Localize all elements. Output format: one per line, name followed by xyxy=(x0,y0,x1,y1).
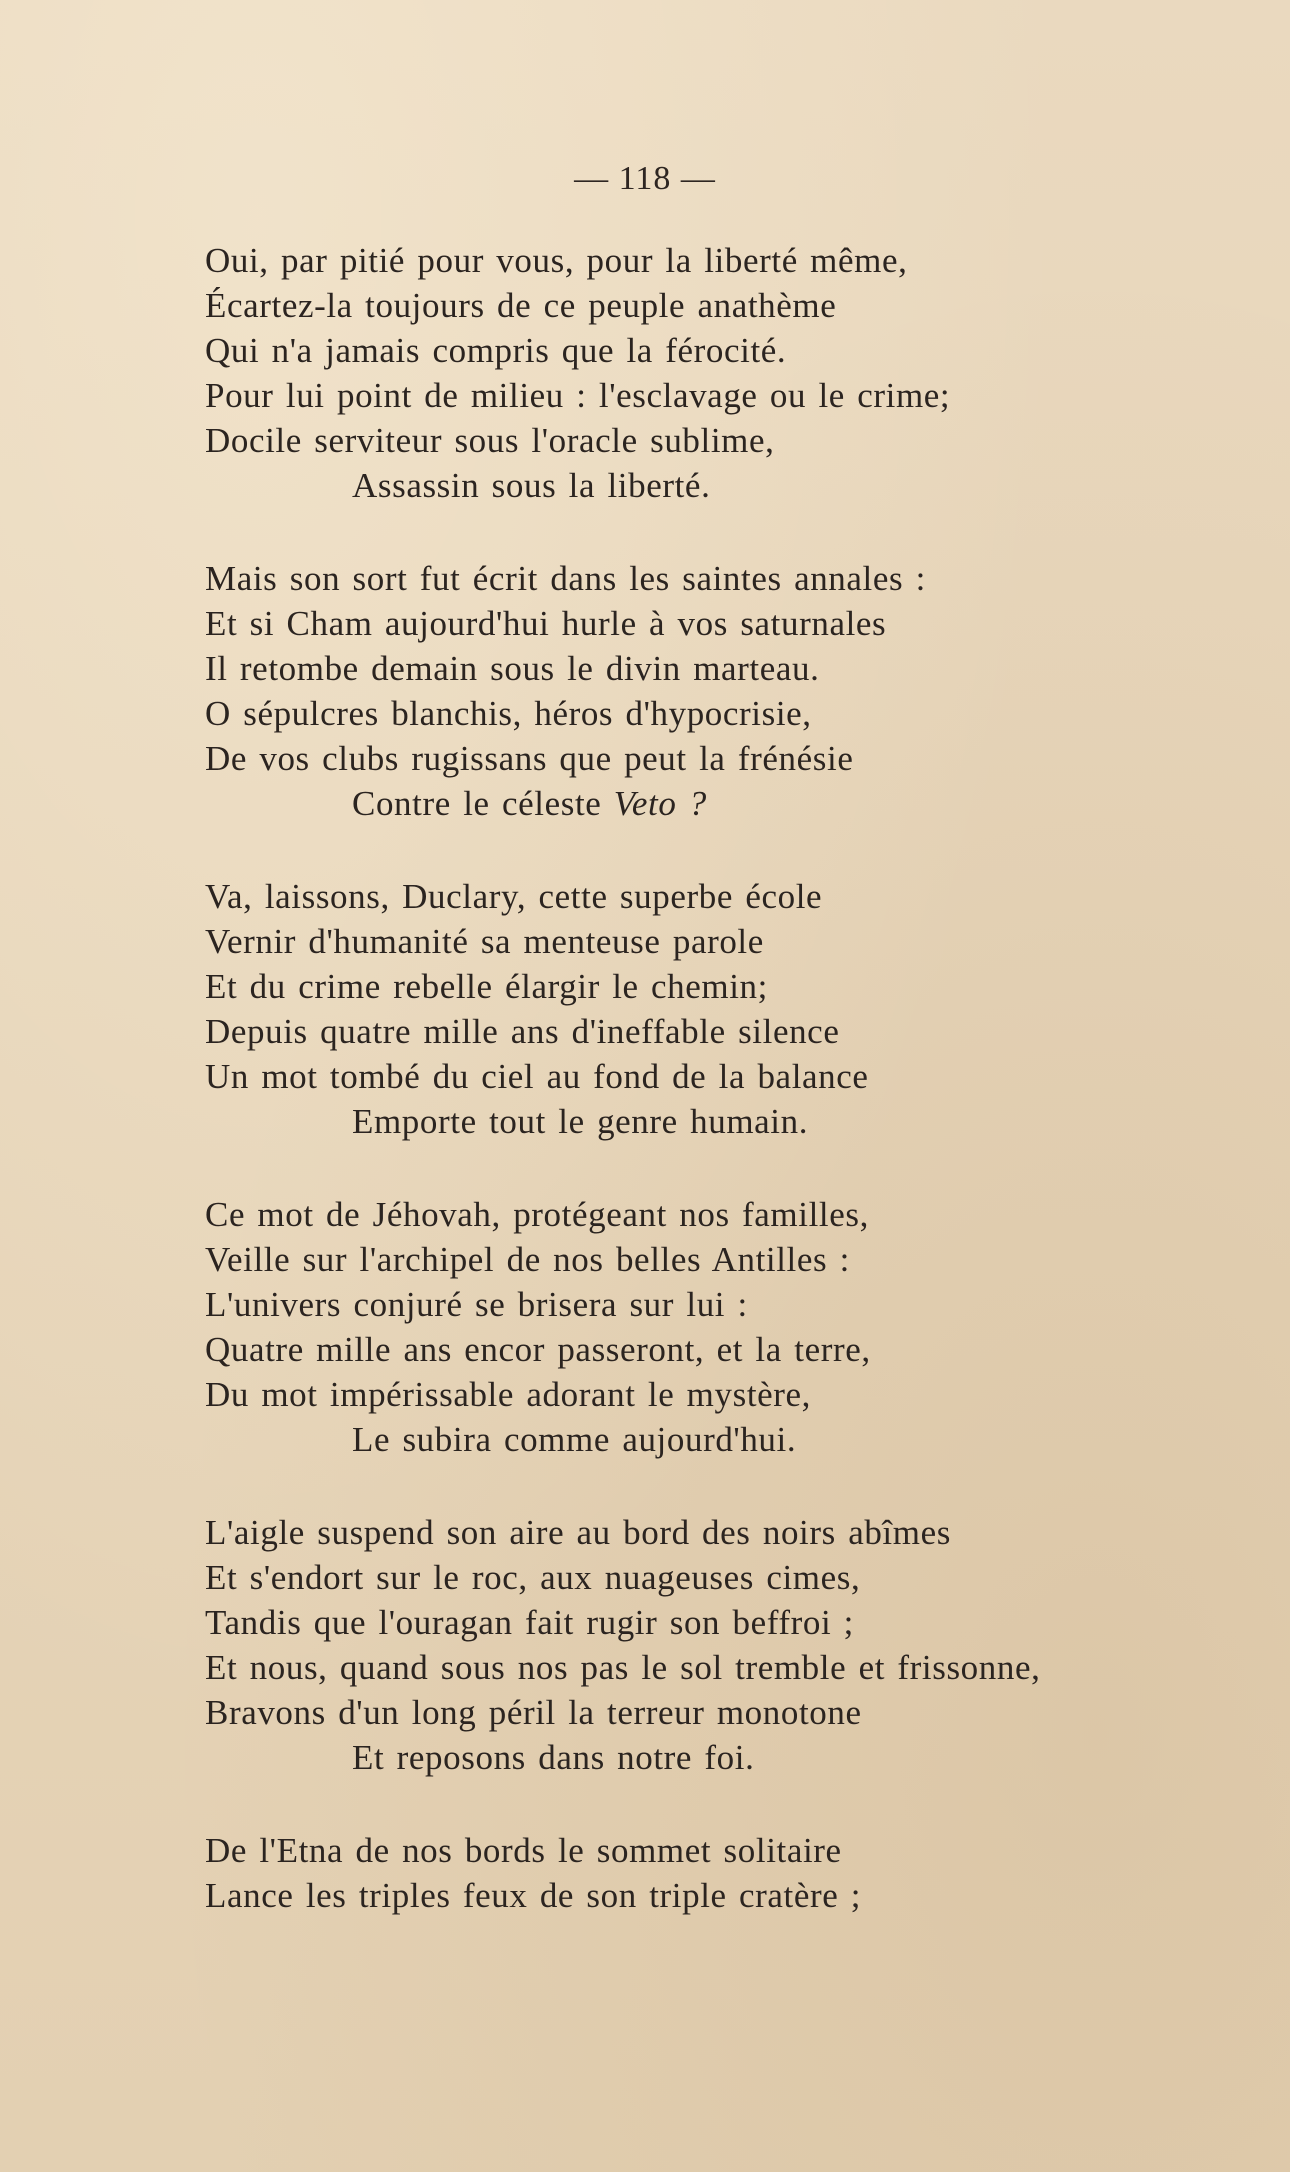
verse-line: Écartez-la toujours de ce peuple anathème xyxy=(205,286,837,325)
verse-line: Mais son sort fut écrit dans les saintes annales : xyxy=(205,559,926,598)
verse-line: Vernir d'humanité sa menteuse parole xyxy=(205,922,764,961)
stanza-5 xyxy=(205,1510,1265,1780)
verse-line: L'univers conjuré se brisera sur lui : xyxy=(205,1285,748,1324)
verse-line-refrain: Et reposons dans notre foi. xyxy=(352,1738,755,1777)
poem xyxy=(205,238,1265,1966)
verse-line: De vos clubs rugissans que peut la frénésie xyxy=(205,739,854,778)
verse-line: L'aigle suspend son aire au bord des noirs abîmes xyxy=(205,1513,951,1552)
stanza-1 xyxy=(205,238,1265,508)
verse-line: Qui n'a jamais compris que la férocité. xyxy=(205,331,787,370)
page-number: — 118 — xyxy=(574,160,716,197)
verse-line: Et s'endort sur le roc, aux nuageuses cimes, xyxy=(205,1558,861,1597)
verse-line: Veille sur l'archipel de nos belles Antilles : xyxy=(205,1240,850,1279)
verse-line: Il retombe demain sous le divin marteau. xyxy=(205,649,820,688)
verse-line-refrain: Assassin sous la liberté. xyxy=(352,466,711,505)
verse-line: Docile serviteur sous l'oracle sublime, xyxy=(205,421,775,460)
stanza-6 xyxy=(205,1828,1265,1918)
verse-line: Depuis quatre mille ans d'ineffable silence xyxy=(205,1012,840,1051)
verse-line-refrain: Le subira comme aujourd'hui. xyxy=(352,1420,797,1459)
verse-line: Bravons d'un long péril la terreur monotone xyxy=(205,1693,862,1732)
stanza-2 xyxy=(205,556,1265,826)
verse-line-prefix: Contre le céleste xyxy=(352,784,614,823)
italic-word: Veto ? xyxy=(613,784,707,823)
stanza-4 xyxy=(205,1192,1265,1462)
verse-line: Et du crime rebelle élargir le chemin; xyxy=(205,967,768,1006)
verse-line-refrain: Emporte tout le genre humain. xyxy=(352,1102,809,1141)
verse-line: Oui, par pitié pour vous, pour la liberté même, xyxy=(205,241,908,280)
verse-line: Du mot impérissable adorant le mystère, xyxy=(205,1375,812,1414)
verse-line: O sépulcres blanchis, héros d'hypocrisie, xyxy=(205,694,812,733)
stanza-3 xyxy=(205,874,1265,1144)
verse-line: Et si Cham aujourd'hui hurle à vos saturnales xyxy=(205,604,887,643)
verse-line: Lance les triples feux de son triple cratère ; xyxy=(205,1876,862,1915)
verse-line: Va, laissons, Duclary, cette superbe école xyxy=(205,877,823,916)
verse-line: Tandis que l'ouragan fait rugir son beffroi ; xyxy=(205,1603,854,1642)
verse-line: De l'Etna de nos bords le sommet solitaire xyxy=(205,1831,842,1870)
verse-line: Pour lui point de milieu : l'esclavage ou le crime; xyxy=(205,376,951,415)
verse-line-refrain xyxy=(205,781,1265,826)
verse-line: Un mot tombé du ciel au fond de la balance xyxy=(205,1057,869,1096)
verse-line: Ce mot de Jéhovah, protégeant nos familles, xyxy=(205,1195,869,1234)
verse-line: Quatre mille ans encor passeront, et la terre, xyxy=(205,1330,871,1369)
verse-line: Et nous, quand sous nos pas le sol tremble et frissonne, xyxy=(205,1648,1041,1687)
